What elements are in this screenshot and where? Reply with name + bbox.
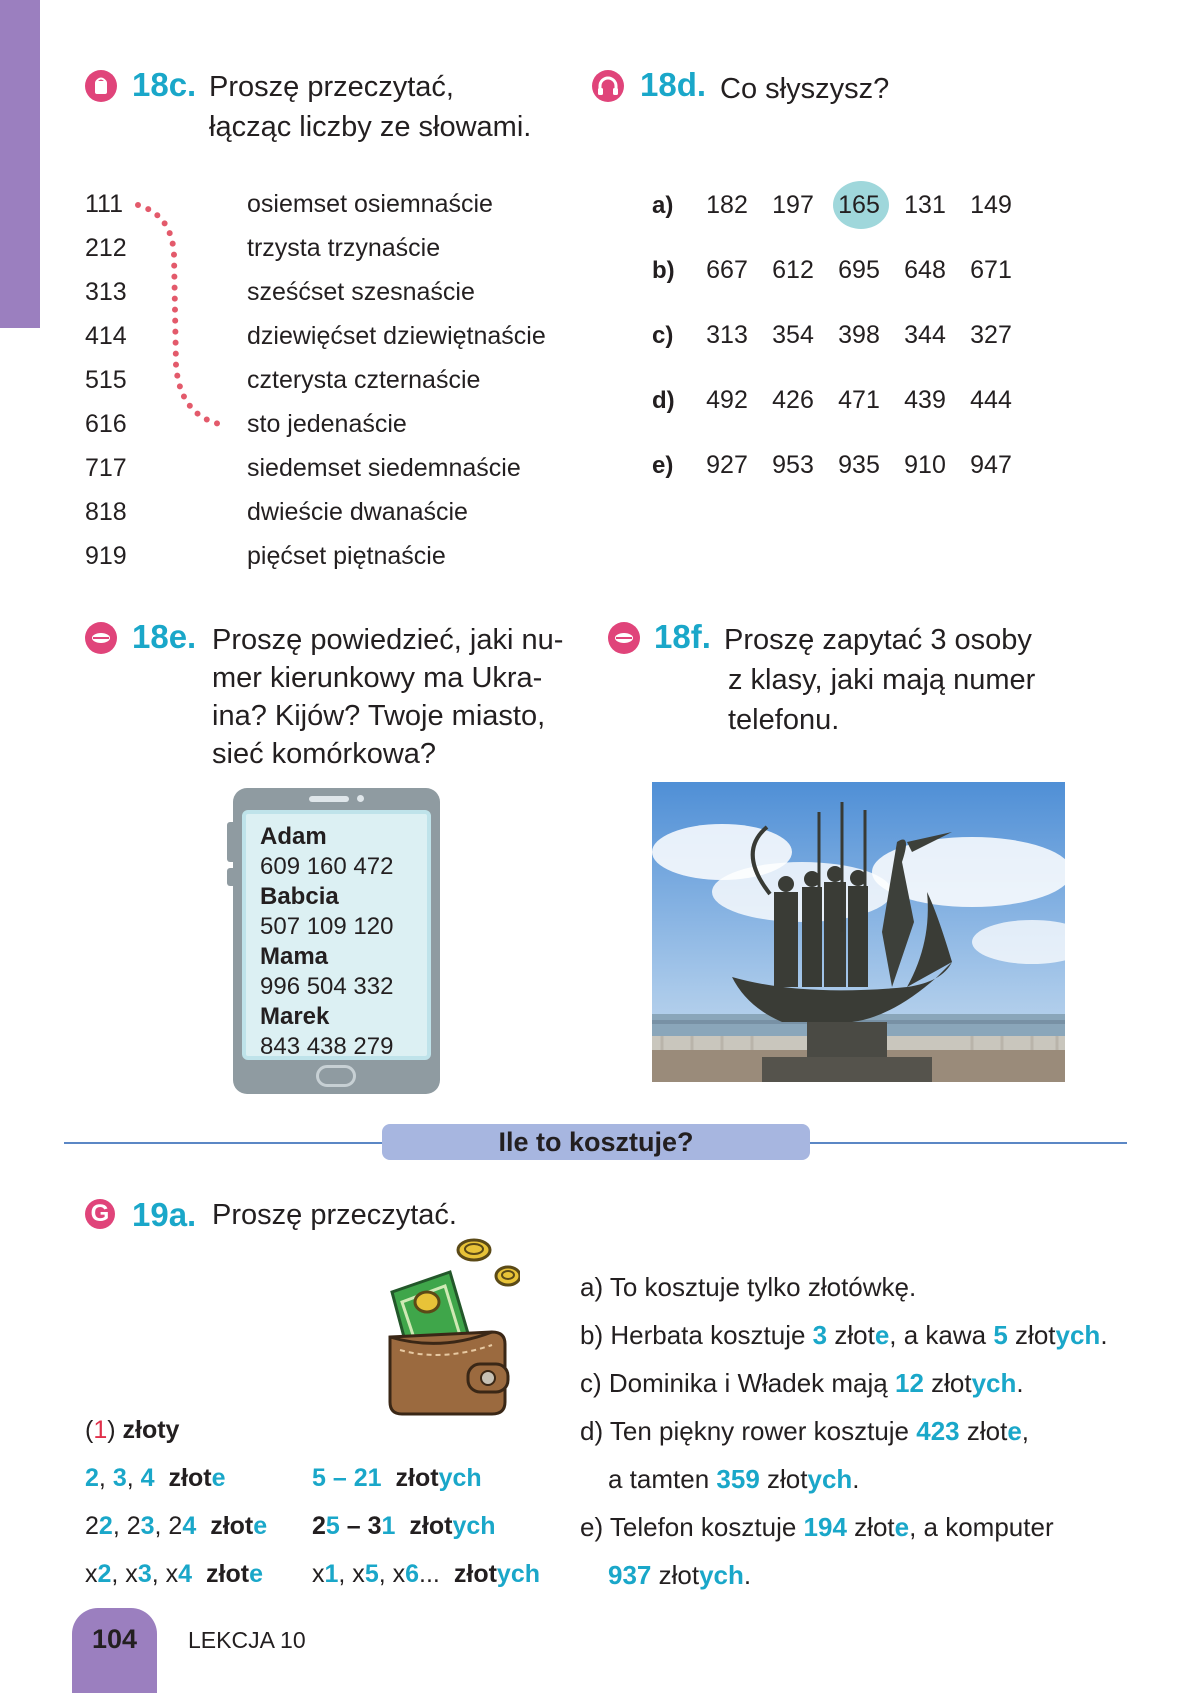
ending-highlight: ych [971, 1368, 1017, 1398]
task-18c-instruction-line1: Proszę przeczytać, [209, 71, 454, 103]
page-number: 104 [91, 1624, 138, 1654]
task-19a-number: 19a. [132, 1196, 197, 1233]
sentence-c [580, 1368, 1024, 1399]
ending-highlight: e [874, 1320, 890, 1350]
price-number: 423 [916, 1416, 960, 1446]
row-label: e) [652, 452, 674, 479]
ending-highlight: e [894, 1512, 910, 1542]
sentence-text: , [1021, 1416, 1030, 1446]
rule-text: 2 [312, 1512, 326, 1540]
row-value: 313 [706, 321, 748, 349]
number-item: 818 [85, 498, 127, 526]
word-item: sto jedenaście [247, 410, 407, 438]
rule-text: , [98, 1464, 113, 1492]
sentence-text: . [743, 1560, 752, 1590]
number-item: 616 [85, 410, 127, 438]
rule-text: ( [85, 1416, 94, 1444]
task-18e-line: sieć komórkowa? [212, 738, 437, 770]
sentence-e [580, 1512, 1054, 1543]
row-value: 648 [904, 256, 946, 284]
phone-speaker [309, 796, 349, 802]
sidebar-strip [0, 0, 40, 328]
sentence-text: , a kawa [889, 1320, 994, 1350]
sentence-text: . [1016, 1368, 1024, 1398]
rule-number: 5 [325, 1512, 340, 1540]
rule-text: – 3 [339, 1512, 382, 1540]
task-18f-line: telefonu. [728, 704, 840, 736]
rule-number: 6 [405, 1560, 420, 1588]
row-value: 344 [904, 321, 946, 349]
task-18e-line: ina? Kijów? Twoje miasto, [212, 700, 546, 732]
rule-text: , 2 [154, 1512, 183, 1540]
row-value: 695 [838, 256, 880, 284]
dotted-connector [134, 195, 234, 435]
rule-number: 2 [97, 1560, 112, 1588]
sentence-b [580, 1320, 1108, 1351]
rule-number: 3 [137, 1560, 152, 1588]
ending-highlight: e [253, 1512, 268, 1540]
number-item: 515 [85, 366, 127, 394]
monument-photo [652, 782, 1065, 1082]
rule-text: , x [151, 1560, 179, 1588]
row-value: 471 [838, 386, 880, 414]
rule-word: złot [409, 1512, 453, 1540]
ending-highlight: ych [699, 1560, 744, 1590]
rule-text: , x [338, 1560, 365, 1588]
phone-screen [242, 810, 431, 1060]
sentence-text: . [852, 1464, 860, 1494]
task-18e-line: Proszę powiedzieć, jaki nu- [212, 624, 564, 656]
rule-word: złot [168, 1464, 212, 1492]
row-label: c) [652, 322, 674, 349]
ending-highlight: e [249, 1560, 263, 1588]
row-value: 667 [706, 256, 748, 284]
contact-name: Mama [260, 943, 329, 970]
row-value: 927 [706, 451, 748, 479]
rule-number: 1 [93, 1416, 108, 1444]
rule-word: złot [453, 1560, 497, 1588]
number-item: 919 [85, 542, 127, 570]
lesson-label: LEKCJA 10 [188, 1627, 306, 1653]
sentence-text: złot [651, 1560, 700, 1590]
contact-number: 843 438 279 [260, 1033, 394, 1060]
ending-highlight: e [211, 1464, 226, 1492]
sentence-text: d) Ten piękny rower kosztuje [580, 1416, 917, 1446]
rule-singular [85, 1416, 179, 1445]
rule-number: 3 [140, 1512, 155, 1540]
rule-text: , 2 [112, 1512, 141, 1540]
row-value: 354 [772, 321, 814, 349]
speak-icon [85, 622, 117, 654]
rule-number: 1 [381, 1512, 396, 1540]
sentence-d-continued [608, 1464, 860, 1495]
task-18f-number: 18f. [654, 618, 711, 655]
contact-name: Babcia [260, 883, 339, 910]
word-item: dwieście dwanaście [247, 498, 468, 526]
sentence-a [580, 1272, 916, 1303]
ending-highlight: ych [807, 1464, 853, 1494]
row-value: 197 [772, 191, 814, 219]
phone-camera [357, 795, 364, 802]
task-18e-number: 18e. [132, 618, 197, 655]
sentence-text: złot [959, 1416, 1008, 1446]
sentence-text: b) Herbata kosztuje [580, 1320, 813, 1350]
number-item: 212 [85, 234, 127, 262]
sentence-text: e) Telefon kosztuje [580, 1512, 804, 1542]
ending-highlight: ych [452, 1512, 496, 1540]
row-label: a) [652, 192, 674, 219]
word-item: dziewięćset dziewiętnaście [247, 322, 546, 350]
rule-2-3-4 [85, 1464, 225, 1493]
sentence-text: złot [846, 1512, 895, 1542]
number-item: 111 [85, 190, 124, 218]
contact-list [260, 822, 393, 1062]
rule-word: złot [210, 1512, 254, 1540]
headphones-icon [592, 70, 624, 102]
read-icon [85, 70, 117, 102]
rule-number: 2 [85, 1464, 99, 1492]
rule-number: 4 [178, 1560, 193, 1588]
rule-25-31 [312, 1512, 496, 1541]
sentence-d [580, 1416, 1029, 1447]
word-item: pięćset piętnaście [247, 542, 446, 570]
task-18d-title: Co słyszysz? [720, 73, 890, 105]
row-value: 149 [970, 191, 1012, 219]
phone-side-button [227, 868, 233, 886]
rule-text: , x [111, 1560, 138, 1588]
row-value: 612 [772, 256, 814, 284]
number-item: 313 [85, 278, 127, 306]
rule-number: 4 [182, 1512, 197, 1540]
row-value: 947 [970, 451, 1012, 479]
contact-number: 507 109 120 [260, 913, 394, 940]
sentence-text: . [1100, 1320, 1108, 1350]
rule-text: ) [107, 1416, 123, 1444]
row-label: b) [652, 257, 675, 284]
contact-number: 996 504 332 [260, 973, 394, 1000]
row-value: 492 [706, 386, 748, 414]
ending-highlight: ych [496, 1560, 541, 1588]
price-number: 5 [993, 1320, 1008, 1350]
grammar-icon: G [85, 1199, 115, 1229]
sentence-text: a tamten [608, 1464, 717, 1494]
word-item: czterysta czternaście [247, 366, 481, 394]
number-item: 717 [85, 454, 127, 482]
rule-text: , [126, 1464, 141, 1492]
row-value: 327 [970, 321, 1012, 349]
sentence-text: a) To kosztuje tylko złotówkę. [580, 1272, 917, 1302]
rule-x2-x3-x4 [85, 1560, 263, 1589]
task-18e-line: mer kierunkowy ma Ukra- [212, 662, 543, 694]
sentence-text: złot [759, 1464, 808, 1494]
number-item: 414 [85, 322, 127, 350]
ending-highlight: e [1007, 1416, 1022, 1446]
row-value: 165 [838, 191, 880, 219]
sentence-text: złot [1007, 1320, 1056, 1350]
rule-x1-x5-x6 [312, 1560, 540, 1589]
rule-word: złot [206, 1560, 250, 1588]
row-value: 935 [838, 451, 880, 479]
rule-word: złoty [122, 1416, 180, 1444]
row-value: 182 [706, 191, 748, 219]
price-number: 359 [716, 1464, 760, 1494]
section-title: Ile to kosztuje? [382, 1124, 810, 1160]
rule-number: 5 [364, 1560, 379, 1588]
row-value: 439 [904, 386, 946, 414]
rule-word: złot [395, 1464, 439, 1492]
task-18c-number: 18c. [132, 66, 197, 103]
sentence-text: złot [827, 1320, 875, 1350]
ending-highlight: ych [438, 1464, 482, 1492]
rule-number: 1 [324, 1560, 339, 1588]
contact-number: 609 160 472 [260, 853, 394, 880]
rule-text: x [312, 1560, 325, 1588]
word-item: trzysta trzynaście [247, 234, 441, 262]
rule-number: 2 [98, 1512, 113, 1540]
row-value: 398 [838, 321, 880, 349]
price-number: 12 [894, 1368, 924, 1398]
rule-text: ... [419, 1560, 440, 1588]
phone-illustration [233, 788, 440, 1094]
phone-home-button [316, 1065, 356, 1087]
wallet-icon [380, 1232, 520, 1422]
ending-highlight: ych [1055, 1320, 1101, 1350]
row-value: 910 [904, 451, 946, 479]
rule-number: 4 [140, 1464, 155, 1492]
word-item: osiemset osiemnaście [247, 190, 493, 218]
task-19a-title: Proszę przeczytać. [212, 1199, 457, 1231]
sentence-text: c) Dominika i Władek mają [580, 1368, 895, 1398]
price-number: 937 [608, 1560, 652, 1590]
row-value: 671 [970, 256, 1012, 284]
row-value: 131 [904, 191, 946, 219]
rule-number: 5 – 21 [312, 1464, 382, 1492]
word-item: sześćset szesnaście [247, 278, 475, 306]
row-label: d) [652, 387, 675, 414]
sentence-e-continued [608, 1560, 751, 1591]
rule-text: x [85, 1560, 98, 1588]
contact-name: Marek [260, 1003, 330, 1030]
word-item: siedemset siedemnaście [247, 454, 521, 482]
row-value: 444 [970, 386, 1012, 414]
task-18c-instruction-line2: łącząc liczby ze słowami. [209, 111, 532, 143]
rule-text: , x [378, 1560, 406, 1588]
task-18f-line: z klasy, jaki mają numer [728, 664, 1036, 696]
rule-number: 3 [112, 1464, 127, 1492]
rule-22-23-24 [85, 1512, 267, 1541]
speak-icon [608, 622, 640, 654]
price-number: 194 [803, 1512, 847, 1542]
sentence-text: złot [923, 1368, 972, 1398]
contact-name: Adam [260, 823, 327, 850]
row-value: 953 [772, 451, 814, 479]
price-number: 3 [812, 1320, 828, 1350]
task-18d-number: 18d. [640, 66, 707, 103]
rule-text: 2 [85, 1512, 99, 1540]
phone-side-button [227, 822, 233, 862]
rule-5-21 [312, 1464, 482, 1493]
task-18f-line: Proszę zapytać 3 osoby [724, 624, 1032, 656]
sentence-text: , a komputer [909, 1512, 1054, 1542]
row-value: 426 [772, 386, 814, 414]
